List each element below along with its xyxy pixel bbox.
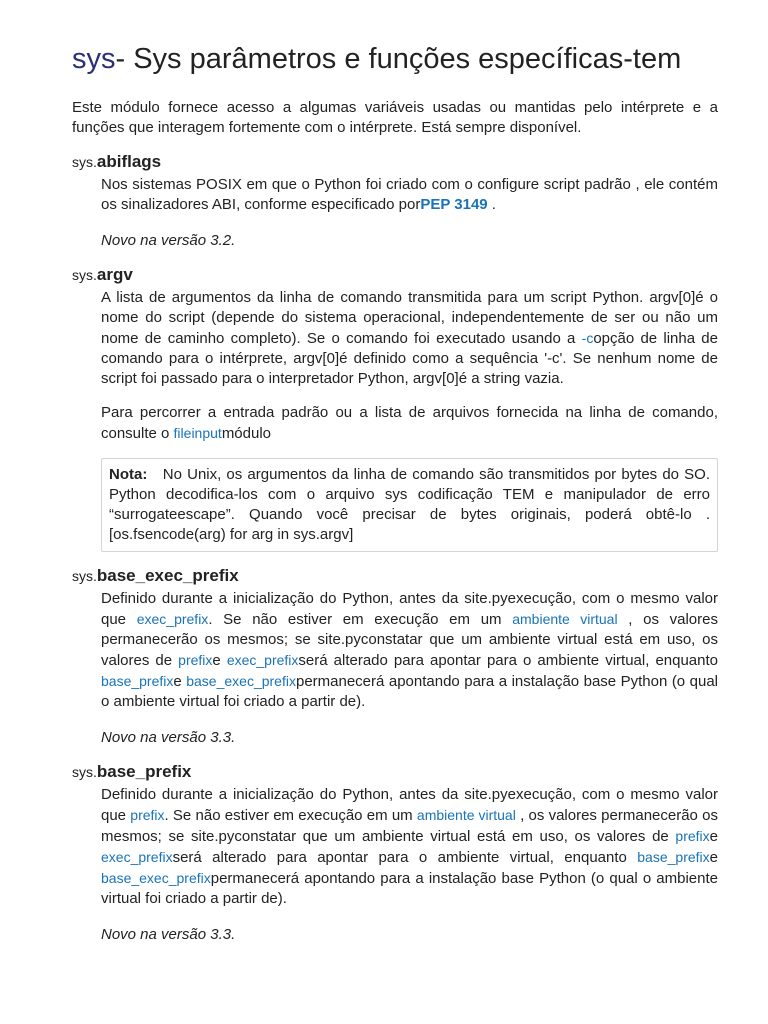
- exec-prefix-link[interactable]: exec_prefix: [136, 611, 209, 627]
- text: Definido durante a inicialização do Python, antes da site.pyexecução, com o mesmo valor que: [101, 786, 718, 824]
- prefix-link[interactable]: prefix: [675, 828, 710, 844]
- text: será alterado para apontar para o ambiente virtual, enquanto: [172, 849, 638, 866]
- signature-prefix: sys.: [72, 764, 97, 780]
- description-base-exec-prefix: [101, 589, 718, 748]
- pep-link[interactable]: PEP 3149: [420, 196, 488, 213]
- text: . Se não estiver em execução em um: [208, 611, 513, 628]
- text: .: [487, 196, 496, 213]
- virtual-environment-link[interactable]: ambiente virtual: [416, 807, 516, 823]
- note-label: Nota:: [109, 466, 148, 483]
- text: permanecerá apontando para a instalação base Python (o qual o ambiente virtual foi criado a partir de).: [101, 673, 718, 710]
- option-c-link[interactable]: -c: [581, 330, 594, 346]
- title-text: - Sys parâmetros e funções específicas-tem: [115, 43, 682, 75]
- note-text: No Unix, os argumentos da linha de comando são transmitidos por bytes do SO. Python decodifica-los com o arquivo sys codificação TEM e manipulador de erro “surrogateescape”. Quando você precisar de bytes originais, poderá obtê-lo . [os.fsencode(arg) for arg in sys.argv]: [109, 466, 710, 543]
- base-prefix-link[interactable]: base_prefix: [101, 673, 174, 689]
- version-note: Novo na versão 3.2.: [101, 232, 236, 249]
- base-exec-prefix-link[interactable]: base_exec_prefix: [186, 673, 296, 689]
- signature-base-exec-prefix: [72, 566, 718, 587]
- signature-name: argv: [96, 265, 133, 284]
- base-prefix-link[interactable]: base_prefix: [637, 849, 710, 865]
- text: . Se não estiver em execução em um: [164, 807, 417, 824]
- text: Nos sistemas POSIX em que o Python foi criado com o configure script padrão , ele contém os sinalizadores ABI, conforme especificado por: [101, 176, 718, 213]
- paragraph: [101, 288, 718, 389]
- virtual-environment-link[interactable]: ambiente virtual: [512, 611, 618, 627]
- paragraph: [101, 175, 718, 215]
- entry-argv: [72, 265, 718, 552]
- text: módulo: [221, 425, 272, 442]
- signature-prefix: sys.: [72, 154, 97, 170]
- text: e: [212, 652, 227, 669]
- text: e: [709, 828, 718, 845]
- paragraph: [101, 403, 718, 444]
- version-note: Novo na versão 3.3.: [101, 729, 236, 746]
- text: e: [173, 673, 187, 690]
- text: Definido durante a inicialização do Python, antes da site.pyexecução, com o mesmo valor que: [101, 590, 718, 628]
- base-exec-prefix-link[interactable]: base_exec_prefix: [101, 870, 211, 886]
- page-title: [72, 42, 718, 76]
- signature-argv: [72, 265, 718, 286]
- signature-name: base_prefix: [96, 762, 192, 781]
- description-argv: [101, 288, 718, 552]
- paragraph: [101, 589, 718, 712]
- text: será alterado para apontar para o ambiente virtual, enquanto: [298, 652, 719, 669]
- text: e: [709, 849, 718, 866]
- text: permanecerá apontando para a instalação base Python (o qual o ambiente virtual foi criado a partir de).: [101, 870, 718, 907]
- entry-base-prefix: [72, 762, 718, 945]
- signature-name: abiflags: [96, 152, 162, 171]
- description-base-prefix: [101, 785, 718, 945]
- text: Para percorrer a entrada padrão ou a lista de arquivos fornecida na linha de comando, consulte o: [101, 404, 718, 442]
- signature-name: base_exec_prefix: [96, 566, 239, 585]
- signature-prefix: sys.: [72, 568, 97, 584]
- prefix-link[interactable]: prefix: [130, 807, 165, 823]
- entry-abiflags: [72, 152, 718, 251]
- signature-abiflags: [72, 152, 718, 173]
- prefix-link[interactable]: prefix: [178, 652, 213, 668]
- entry-base-exec-prefix: [72, 566, 718, 748]
- description-abiflags: [101, 175, 718, 251]
- text: , os valores permanecerão os mesmos; se site.pyconstatar que um ambiente virtual está em uso, os valores de: [101, 611, 718, 669]
- intro-paragraph: Este módulo fornece acesso a algumas variáveis usadas ou mantidas pelo intérprete e a funções que interagem fortemente com o intérprete. Está sempre disponível.: [72, 99, 718, 136]
- text: , os valores permanecerão os mesmos; se site.pyconstatar que um ambiente virtual está em uso, os valores de: [101, 807, 718, 845]
- exec-prefix-link[interactable]: exec_prefix: [101, 849, 173, 865]
- signature-base-prefix: [72, 762, 718, 783]
- title-module-name: sys: [72, 43, 116, 75]
- paragraph: [101, 785, 718, 909]
- fileinput-link[interactable]: fileinput: [173, 425, 222, 441]
- note-box: [101, 458, 718, 552]
- signature-prefix: sys.: [72, 267, 97, 283]
- text: A lista de argumentos da linha de comando transmitida para um script Python. argv[0]é o nome do script (depende do sistema operacional, independentemente de ser ou não um nome de caminho completo). Se o comando foi executado usando a: [101, 289, 718, 347]
- text: opção de linha de comando para o intérprete, argv[0]é definido como a sequência '-c'. Se nenhum nome de script foi passado para o interpretador Python, argv[0]é a string vazia.: [101, 330, 718, 387]
- version-note: Novo na versão 3.3.: [101, 926, 236, 943]
- exec-prefix-link[interactable]: exec_prefix: [226, 652, 299, 668]
- document-page: [72, 42, 718, 945]
